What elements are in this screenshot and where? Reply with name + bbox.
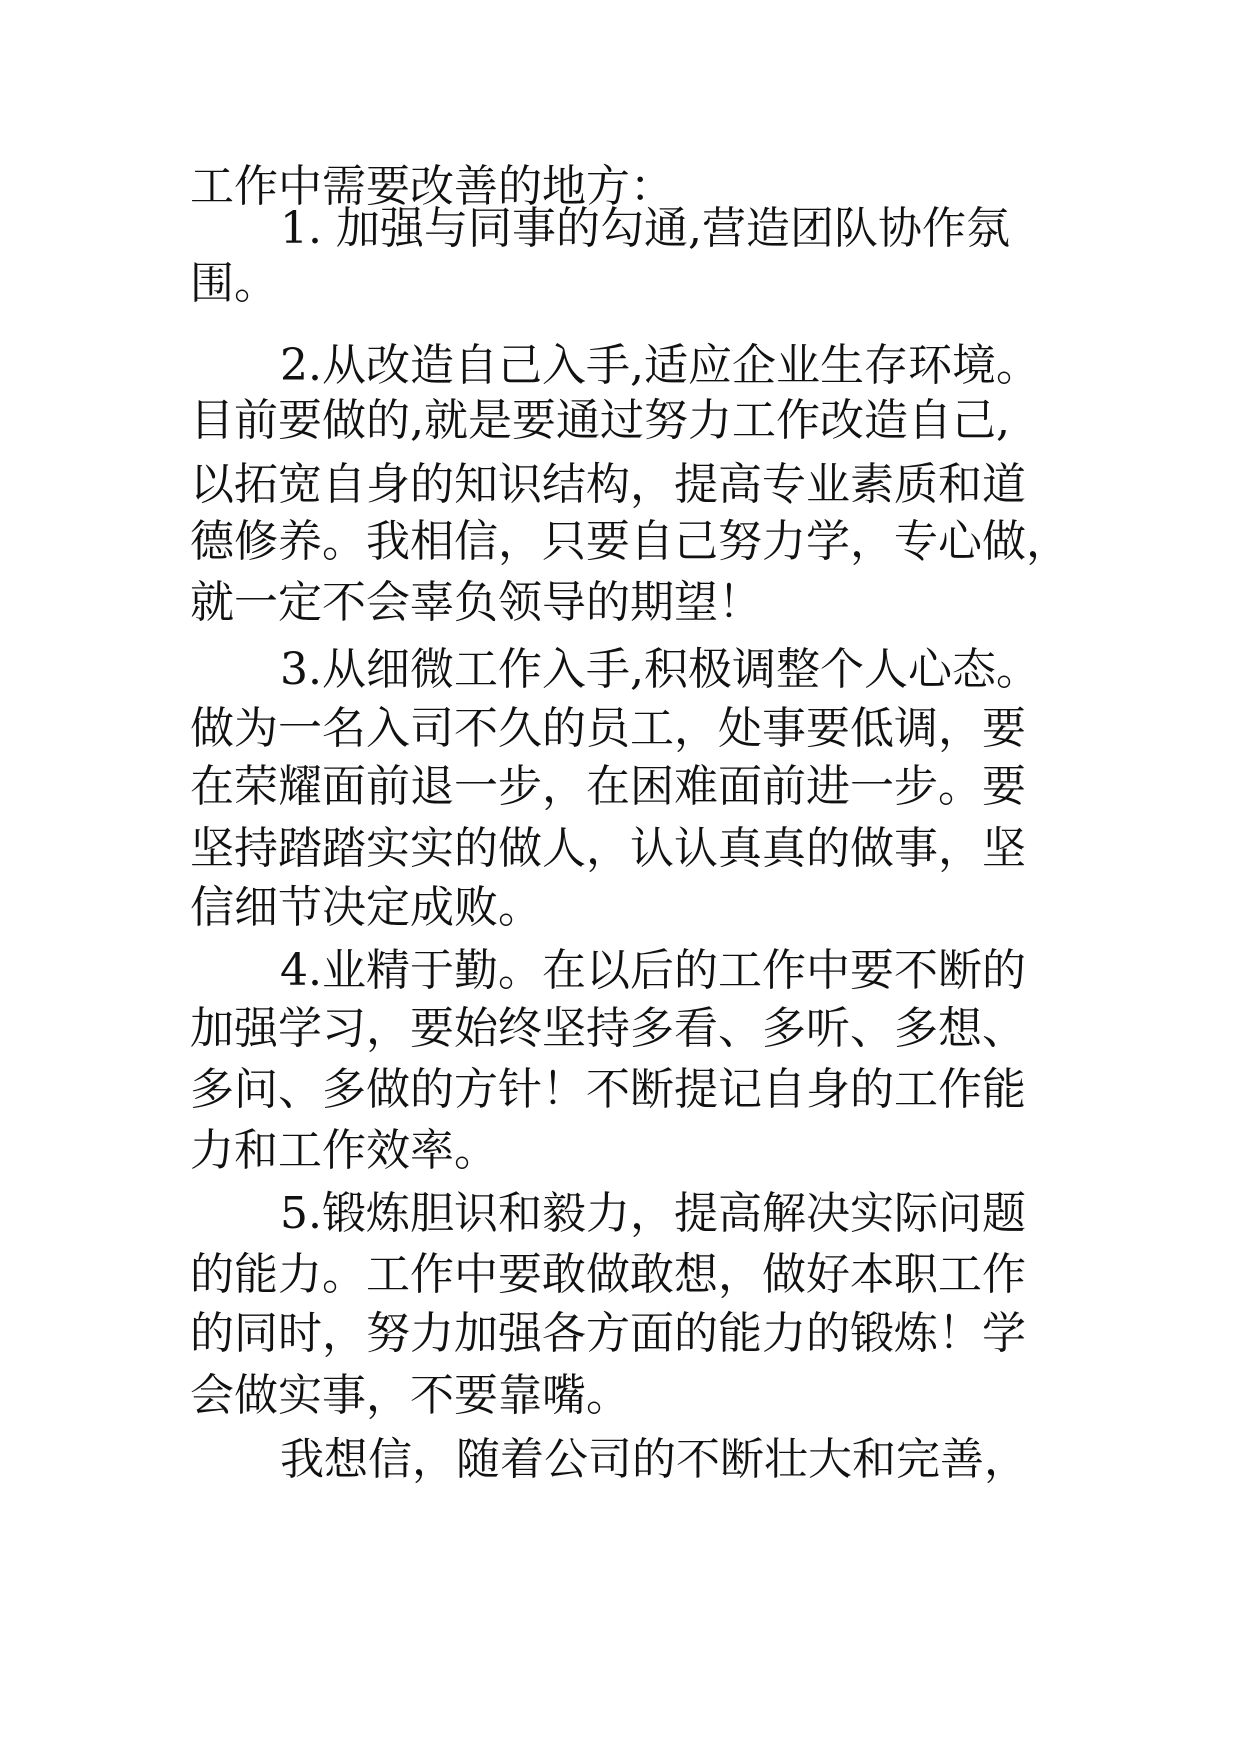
text-line: 3.从细微工作入手,积极调整个人心态。	[280, 644, 1040, 695]
text-line: 在荣耀面前退一步，在困难面前进一步。要	[190, 761, 1026, 812]
text-line: 就一定不会辜负领导的期望！	[190, 577, 762, 628]
text-line: 做为一名入司不久的员工，处事要低调，要	[190, 703, 1026, 754]
text-line: 以拓宽自身的知识结构，提高专业素质和道	[190, 459, 1026, 510]
text-line: 工作中需要改善的地方：	[190, 161, 674, 212]
text-line: 目前要做的,就是要通过努力工作改造自己,	[190, 395, 1010, 446]
text-line: 4.业精于勤。在以后的工作中要不断的	[280, 945, 1026, 996]
text-line: 我想信，随着公司的不断壮大和完善，	[280, 1434, 1028, 1485]
text-line: 1. 加强与同事的勾通,营造团队协作氛	[280, 203, 1010, 254]
text-line: 德修养。我相信，只要自己努力学，专心做，	[190, 516, 1070, 567]
text-line: 力和工作效率。	[190, 1125, 498, 1176]
text-line: 2.从改造自己入手,适应企业生存环境。	[280, 340, 1040, 391]
text-line: 的能力。工作中要敢做敢想，做好本职工作	[190, 1249, 1026, 1300]
text-line: 信细节决定成败。	[190, 882, 542, 933]
text-line: 会做实事，不要靠嘴。	[190, 1370, 630, 1421]
text-line: 坚持踏踏实实的做人，认认真真的做事，坚	[190, 823, 1026, 874]
text-line: 加强学习，要始终坚持多看、多听、多想、	[190, 1003, 1026, 1054]
text-line: 围。	[190, 258, 278, 309]
text-line: 多问、多做的方针！不断提记自身的工作能	[190, 1064, 1026, 1115]
text-line: 的同时，努力加强各方面的能力的锻炼！学	[190, 1308, 1026, 1359]
text-line: 5.锻炼胆识和毅力，提高解决实际问题	[280, 1188, 1026, 1239]
